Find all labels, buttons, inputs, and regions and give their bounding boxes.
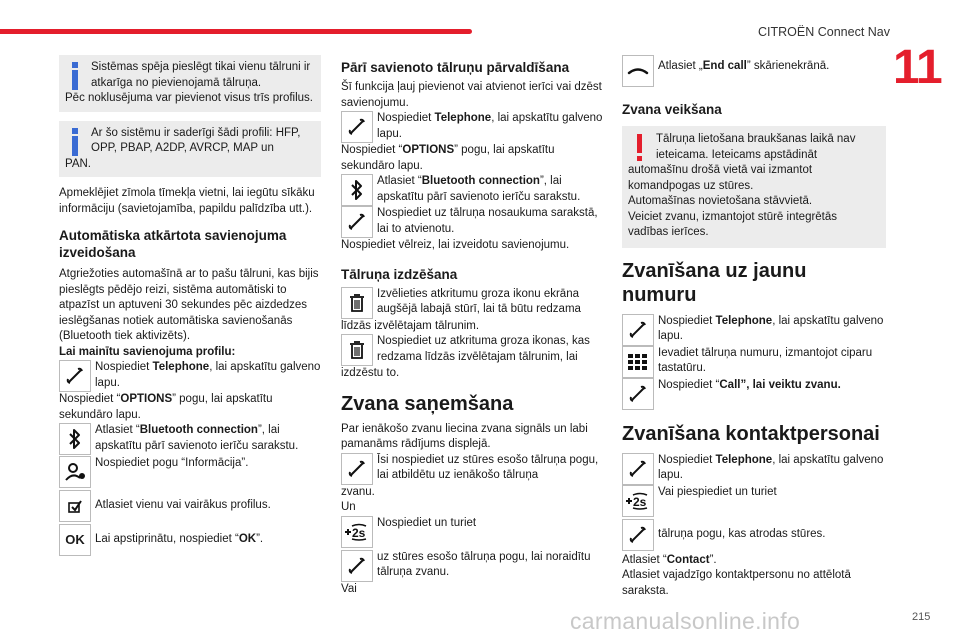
step-text: ”. [256,533,264,545]
header-red-bar [0,29,472,34]
column-1 [59,55,321,556]
step-text: Atlasiet „ [658,60,703,72]
step-text: Ievadiet tālruņa numuru, izmantojot ciparu tastatūru. [658,346,873,374]
step [341,174,607,206]
step [622,378,886,410]
step-keyword: Telephone [434,112,492,124]
trash-icon [341,287,373,319]
svg-text:2s: 2s [633,494,647,509]
step [59,360,321,392]
conjunction: Un [341,501,356,513]
step-text: līdzās izvēlētajam tālrunim. [341,319,480,332]
info-icon [68,62,82,90]
step-text: Nospiediet uz atkrituma groza ikonas, kas redzama līdzās izvēlētajam tālrunim, lai [377,335,590,363]
step-keyword: Bluetooth connection [139,424,258,436]
watermark: carmanualsonline.info [570,608,801,634]
note-text: PAN. [65,157,91,170]
conjunction: Vai [341,582,357,595]
step-text: Īsi nospiediet uz stūres esošo tālruņa pogu, lai atbildētu uz ienākošo tālruņa [377,453,599,481]
step [341,287,607,319]
hang-up-icon [622,55,654,87]
trash-icon [341,334,373,366]
step [59,423,321,455]
step [622,55,886,87]
step-text: izdzēstu to. [341,367,400,379]
step-text: Nospiediet [658,314,716,327]
step-text: Nospiediet “ [59,393,121,405]
step-text: , lai apskatītu galveno lapu. [377,112,603,140]
step-text: , lai apskatītu galveno lapu. [658,453,884,481]
column-3 [622,55,886,599]
phone-handset-icon [59,360,91,392]
note-text: Veiciet zvanu, izmantojot stūrē integrētās vadības ierīces. [628,210,838,238]
step-text: Nospiediet “ [658,378,720,391]
info-note [59,121,321,178]
ok-label: OK [65,532,85,548]
steering-phone-button-icon [341,516,373,548]
step-text: Izvēlieties atkritumu groza ikonu ekrāna augšējā labajā stūrī, lai tā būtu redzama [377,287,581,315]
step-text: , lai apskatītu galveno lapu. [658,314,884,342]
step-text: Atlasiet vienu vai vairākus profilus. [95,499,271,511]
step-text: Atlasiet “ [622,553,667,566]
paragraph-bold: Lai mainītu savienojuma profilu: [59,345,236,358]
paragraph: Par ienākošo zvanu liecina zvana signāls un labi pamanāms rādījums displejā. [341,422,588,450]
step [341,206,607,238]
step-text: Nospiediet vēlreiz, lai izveidotu savienojumu. [341,239,570,251]
step-keyword: Contact [666,553,710,566]
phone-handset-icon [341,206,373,238]
step-text: ” skārienekrānā. [746,60,830,72]
phone-handset-icon [341,453,373,485]
section-heading: Zvana veikšana [622,102,722,117]
note-text: Ar šo sistēmu ir saderīgi šādi profili: HFP, OPP, PBAP, A2DP, AVRCP, MAP un [91,126,301,154]
step-text: ” pogu, lai apskatītu sekundāro lapu. [341,144,555,172]
step-keyword: Telephone [715,453,773,466]
phone-handset-icon [341,111,373,143]
step-keyword: OPTIONS [402,144,455,156]
info-icon [68,128,82,156]
warning-icon [633,134,647,162]
step-text: ”, lai apskatītu pārī savienoto ierīču sarakstu. [377,175,581,203]
step-text: , lai apskatītu galveno lapu. [95,361,321,389]
note-text: Pēc noklusējuma var pievienot visus trīs profilus. [65,92,313,104]
steering-phone-button-icon [622,485,654,517]
step-keyword: Call”, lai veiktu zvanu. [719,378,841,391]
column-2 [341,55,607,597]
step-text: zvanu. [341,485,375,498]
phone-handset-icon [622,519,654,551]
step [341,334,607,366]
section-heading-large: Zvana saņemšana [341,392,514,415]
phone-handset-icon [622,378,654,410]
ok-button-icon [59,524,91,556]
step [622,314,886,346]
step-text: Nospiediet [658,453,716,466]
warning-note [622,126,886,248]
section-heading-large: Zvanīšana kontaktpersonai [622,422,880,445]
step-text: ”, lai apskatītu pārī savienoto ierīču sarakstu. [95,424,299,452]
note-text: Automašīnas novietošana stāvvietā. [628,195,813,207]
note-text: Tālruņa lietošana braukšanas laikā nav ieteicama. Ieteicams apstādināt [656,133,856,161]
step [622,519,886,551]
step [622,453,886,485]
step [622,346,886,378]
step [341,516,607,548]
note-text: automašīnu drošā vietā vai izmantot komandpogas uz stūres. [628,164,813,192]
step [341,453,607,485]
step [59,456,321,488]
step-text: Nospiediet “ [341,144,403,156]
step-text: uz stūres esošo tālruņa pogu, lai noraidītu tālruņa zvanu. [377,550,591,578]
step-text: Vai piespiediet un turiet [658,485,777,498]
step-text: Atlasiet vajadzīgo kontaktpersonu no attēlotā saraksta. [622,569,851,597]
step-text: Nospiediet pogu “Informācija”. [95,457,249,469]
phone-handset-icon [622,314,654,346]
section-heading-large: Zvanīšana uz jaunu numuru [622,259,807,306]
step-keyword: OPTIONS [120,393,173,405]
step-keyword: OK [238,533,257,545]
section-heading: Tālruņa izdzēšana [341,266,458,282]
step-text: tālruņa pogu, kas atrodas stūres. [658,527,826,540]
section-heading: Automātiska atkārtota savienojuma izveidošana [59,228,287,260]
step-keyword: Telephone [152,361,210,373]
step [622,485,886,517]
paragraph: Apmeklējiet zīmola tīmekļa vietni, lai iegūtu sīkāku informāciju (savietojamība, papildu palīdzība utt.). [59,187,315,215]
phone-handset-icon [622,453,654,485]
step-keyword: Bluetooth connection [421,175,540,187]
page-number: 215 [912,611,931,623]
bluetooth-icon [341,174,373,206]
checkbox-icon [59,490,91,522]
phone-handset-icon [341,550,373,582]
step-text: Atlasiet “ [377,175,422,187]
note-text: Sistēmas spēja pieslēgt tikai vienu tālruni ir atkarīga no pievienojamā tālruņa. [91,61,311,89]
step-text: Nospiediet [95,361,153,373]
info-note [59,55,321,112]
step-text: Nospiediet [377,112,435,124]
step-text: Atlasiet “ [95,424,140,436]
step-text: ”. [709,553,717,566]
keypad-icon [622,346,654,378]
running-header: CITROËN Connect Nav [758,25,890,39]
step-text: Nospiediet uz tālruņa nosaukuma sarakstā, lai to atvienotu. [377,207,598,235]
step-keyword: End call [702,60,747,72]
step [59,524,321,556]
bluetooth-icon [59,423,91,455]
svg-text:2s: 2s [352,525,366,540]
section-heading: Pārī savienoto tālruņu pārvaldīšana [341,60,570,75]
step-keyword: Telephone [715,314,773,327]
step [341,111,607,143]
step [341,550,607,582]
person-info-icon [59,456,91,488]
step [59,490,321,522]
step-text: Nospiediet un turiet [377,516,477,529]
step-text: Lai apstiprinātu, nospiediet “ [95,533,239,545]
paragraph: Šī funkcija ļauj pievienot vai atvienot ierīci vai dzēst savienojumu. [341,81,602,109]
paragraph: Atgriežoties automašīnā ar to pašu tālruni, kas bijis pieslēgts pēdējo reizi, sistēma automātiski to atpazīst un aptuveni 30 sekundes pēc aizdedzes ieslēgšanas notiek automātiska savienošanās (Bluetooth tiek aktivizēts). [59,268,319,342]
chapter-number: 11 [893,41,942,94]
step-text: ” pogu, lai apskatītu sekundāro lapu. [59,393,273,421]
